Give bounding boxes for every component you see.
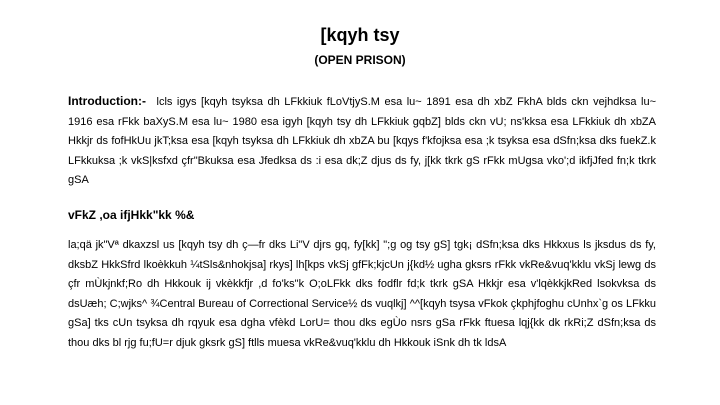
intro-label: Introduction:- [68,94,146,108]
section-heading: vFkZ ,oa ifjHkk"kk %& [68,208,195,222]
intro-text: lcls igys [kqyh tsyksa dh LFkkiuk fLoVtjyS.M esa lu~ 1891 esa dh xbZ FkhA blds ckn vejhdksa lu~ 1916 esa rFkk baXyS.M esa lu~ 1980 esa igyh [kqyh tsy dh LFkkiuk gqbZ] blds ckn vU; ns'kksa esa LFkkiuk dh xbZA Hkkjr ds fofHkUu jkT;ksa esa [kqyh tsyksa dh LFkkiuk dh xbZA bu [kqys f'kfojksa esa ;k tsyksa esa dSfn;ksa dks fuekZ.k LFkkuksa ;k vkS|ksfxd çfr"Bkuksa esa Jfedksa ds :i esa dk;Z djus ds fy, j[kk tkrk gS rFkk mUgsa vko';d ikfjJfed fn;k tkrk gSA [68,96,656,186]
slide-title: [kqyh tsy [320,25,400,45]
slide-subtitle: (OPEN PRISON) [314,53,406,67]
body-paragraph: la;qä jk"Vª dkaxzsl us [kqyh tsy dh ç—fr dks Li"V djrs gq, fy[kk] ";g og tsy gS] tgk¡ dSfn;ksa dks Hkkxus ls jksdus ds fy, dksbZ HkkSfrd lkoèkkuh ¼tSls&nhokjsa] rkys] lh[kps vkSj gfFk;kjcUn j{kd½ ugha gksrs rFkk vkRe&vuq'kklu vkSj lewg ds çfr mÙkjnkf;Ro dh Hkkouk ij vkèkkfjr ,d fo'ks"k O;oLFkk dks fodflr fd;k tkrk gSA Hkkjr esa v'lqèkkjkRed lsokvksa ds dsUæh; C;wjks^ ¾Central Bureau of Correctional Service½ ds vuqlkj] ^^[kqyh tsysa vFkok çkphjfoghu cUnhx`g os LFkku gSa] tks cUn tsyksa dh rqyuk esa dgha vfèkd LorU= thou dks egÙo nsrs gSa rFkk ftuesa lqj{kk dk rkRi;Z dSfn;ksa ds thou dks bl rjg fu;fU=r djuk gksrk gS] ftlls muesa vkRe&vuq'kklu dh Hkkouk iSnk dh tk ldsA [68,239,656,349]
intro-paragraph [68,92,656,191]
